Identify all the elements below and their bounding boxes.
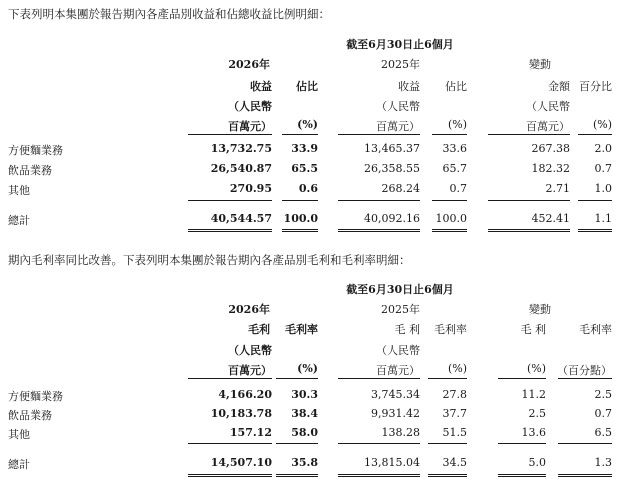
table2-unit-c5: (%) [526,362,546,375]
table2-intro: 期內毛利率同比改善。下表列明本集團於報告期內各產品別毛利和毛利率明細： [8,253,411,267]
table2-unit-c4: (%) [447,362,467,375]
cell: 37.7 [442,407,467,420]
table1-change-title: 變動 [529,58,551,71]
cell: 452.41 [531,212,570,225]
table2-unit-c3b: 百萬元） [376,364,420,377]
table2-unit-c3a: （人民幣 [376,344,420,357]
table2-year-prior: 2025年 [381,303,420,316]
cell: 2.71 [545,182,570,195]
row-label: 飲品業務 [8,164,52,177]
cell: 13.6 [521,426,546,439]
cell: 270.95 [229,182,272,195]
cell: 38.4 [291,407,318,420]
cell: 100.0 [435,212,467,225]
cell: 9,931.42 [371,407,420,420]
table1-header-c1: 收益 [250,80,272,93]
cell: 2.5 [528,407,546,420]
table1-header-c2: 佔比 [296,80,318,93]
row-label: 總計 [8,214,30,227]
cell: 26,540.87 [210,162,272,175]
cell: 5.0 [528,456,546,469]
cell: 1.0 [594,182,612,195]
table1-unit-c1a: （人民幣 [228,100,272,113]
cell: 33.9 [291,142,318,155]
cell: 2.5 [594,388,612,401]
cell: 1.1 [594,212,612,225]
cell: 30.3 [291,388,318,401]
table1-header-c3: 收益 [398,80,420,93]
table1-year-current: 2026年 [228,58,270,71]
table1-unit-c1b: 百萬元） [228,120,272,133]
cell: 13,732.75 [210,142,272,155]
cell: 0.7 [594,162,612,175]
row-label: 其他 [8,428,30,441]
cell: 138.28 [381,426,420,439]
table2-unit-c6: （百分點） [557,364,612,377]
table1-unit-c3a: （人民幣 [376,100,420,113]
cell: 26,358.55 [364,162,420,175]
cell: 40,092.16 [364,212,420,225]
table2-header-c2: 毛利率 [285,323,318,336]
table1-unit-c5b: 百萬元） [526,120,570,133]
table2-header-c5: 毛 利 [520,323,546,336]
cell: 6.5 [594,426,612,439]
table1-header-c6: 百分比 [579,80,612,93]
cell: 182.32 [531,162,570,175]
table1-unit-c3b: 百萬元） [376,120,420,133]
cell: 2.0 [594,142,612,155]
table2-unit-c2: (%) [297,362,318,375]
cell: 0.7 [594,407,612,420]
cell: 13,465.37 [364,142,420,155]
table1-header-c5: 金額 [548,80,570,93]
cell: 3,745.34 [371,388,420,401]
cell: 267.38 [531,142,570,155]
row-label: 其他 [8,184,30,197]
cell: 4,166.20 [218,388,272,401]
cell: 0.7 [449,182,467,195]
table1-unit-c5a: （人民幣 [526,100,570,113]
cell: 100.0 [283,212,318,225]
table1-header-c4: 佔比 [445,80,467,93]
cell: 268.24 [381,182,420,195]
table1-year-prior: 2025年 [381,58,420,71]
row-label: 總計 [8,458,30,471]
table2-year-current: 2026年 [228,303,270,316]
row-label: 飲品業務 [8,409,52,422]
cell: 27.8 [442,388,467,401]
cell: 35.8 [291,456,318,469]
cell: 13,815.04 [364,456,420,469]
cell: 58.0 [291,426,318,439]
cell: 40,544.57 [210,212,272,225]
table1-period-title: 截至6月30日止6個月 [346,38,454,51]
table1-unit-c2: (%) [297,118,318,131]
table2-unit-c1a: （人民幣 [228,344,272,357]
cell: 11.2 [521,388,546,401]
cell: 51.5 [442,426,467,439]
cell: 65.5 [291,162,318,175]
table2-change-title: 變動 [529,303,551,316]
cell: 1.3 [594,456,612,469]
cell: 14,507.10 [210,456,272,469]
table2-period-title: 截至6月30日止6個月 [346,283,454,296]
table1-intro: 下表列明本集團於報告期內各產品別收益和佔總收益比例明細： [8,7,330,21]
row-label: 方便麵業務 [8,144,63,157]
cell: 65.7 [442,162,467,175]
cell: 33.6 [442,142,467,155]
table2-header-c6: 毛利率 [579,323,612,336]
cell: 157.12 [229,426,272,439]
table2-header-c3: 毛 利 [394,323,420,336]
table2-header-c4: 毛利率 [434,323,467,336]
table2-header-c1: 毛利 [248,323,270,336]
table2-unit-c1b: 百萬元） [228,364,272,377]
cell: 0.6 [298,182,318,195]
table1-unit-c6: (%) [592,118,612,131]
cell: 34.5 [442,456,467,469]
row-label: 方便麵業務 [8,390,63,403]
cell: 10,183.78 [210,407,272,420]
table1-unit-c4: (%) [447,118,467,131]
